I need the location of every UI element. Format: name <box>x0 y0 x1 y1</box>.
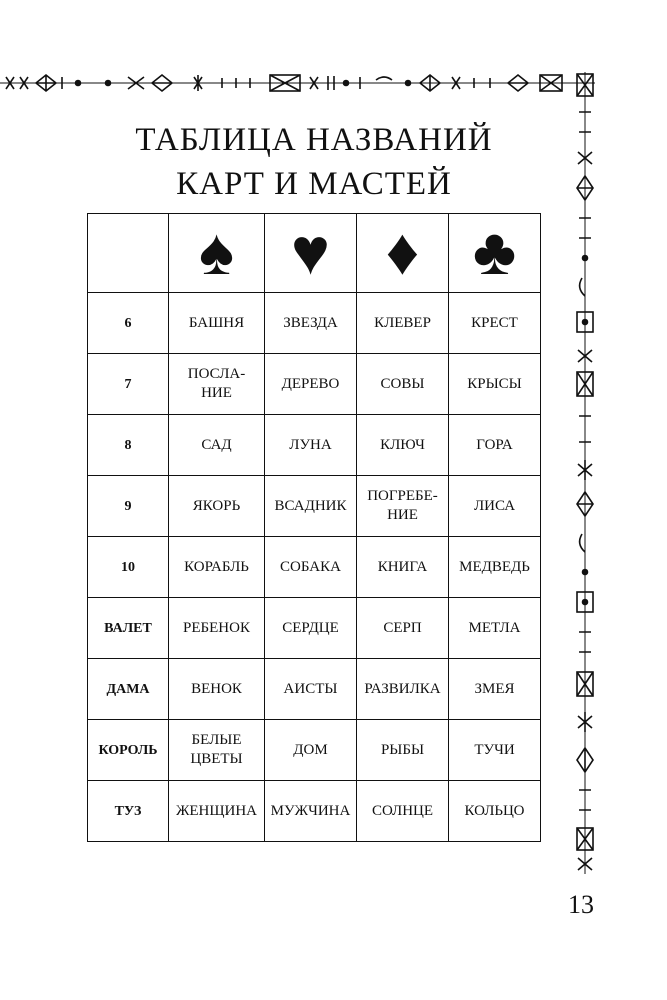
table-row <box>88 720 541 781</box>
card-name-cell: ДЕРЕВО <box>265 354 357 415</box>
card-name-cell: ЛИСА <box>449 476 541 537</box>
card-name-cell: РЕБЕНОК <box>169 598 265 659</box>
table-row <box>88 781 541 842</box>
rank-cell: ДАМА <box>88 659 169 720</box>
club-icon: ♣ <box>472 216 517 289</box>
card-name-cell: МУЖЧИНА <box>265 781 357 842</box>
card-name-cell: ЖЕНЩИНА <box>169 781 265 842</box>
heart-icon: ♥ <box>290 216 331 289</box>
title-line-1: ТАБЛИЦА НАЗВАНИЙ <box>135 122 493 158</box>
card-name-cell: СОЛНЦЕ <box>357 781 449 842</box>
card-name-cell: МЕДВЕДЬ <box>449 537 541 598</box>
card-name-cell: ПОГРЕБЕ- НИЕ <box>357 476 449 537</box>
card-name-cell: КРЫСЫ <box>449 354 541 415</box>
rank-cell: 6 <box>88 293 169 354</box>
header-cell-hearts <box>265 214 357 293</box>
table-row <box>88 598 541 659</box>
page-title <box>88 118 540 206</box>
card-name-cell: РАЗВИЛКА <box>357 659 449 720</box>
header-cell-diamonds <box>357 214 449 293</box>
card-name-cell: КЛЕВЕР <box>357 293 449 354</box>
table-header-row <box>88 214 541 293</box>
card-name-cell: МЕТЛА <box>449 598 541 659</box>
card-name-cell: АИСТЫ <box>265 659 357 720</box>
card-name-cell: СЕРП <box>357 598 449 659</box>
rank-cell: 9 <box>88 476 169 537</box>
ornament-top-border <box>0 72 595 94</box>
card-name-cell: СОВЫ <box>357 354 449 415</box>
table-row <box>88 537 541 598</box>
rank-cell: 7 <box>88 354 169 415</box>
card-name-cell: КОРАБЛЬ <box>169 537 265 598</box>
header-cell-spades <box>169 214 265 293</box>
card-name-cell: ВСАДНИК <box>265 476 357 537</box>
card-name-cell: ПОСЛА- НИЕ <box>169 354 265 415</box>
spade-icon: ♠ <box>198 216 235 289</box>
rank-cell: 10 <box>88 537 169 598</box>
card-name-cell: РЫБЫ <box>357 720 449 781</box>
page-number: 13 <box>568 890 594 919</box>
table-row <box>88 476 541 537</box>
card-name-cell: ЗМЕЯ <box>449 659 541 720</box>
header-cell-clubs <box>449 214 541 293</box>
table-row <box>88 415 541 476</box>
card-name-cell: КЛЮЧ <box>357 415 449 476</box>
table-row <box>88 659 541 720</box>
card-name-cell: КОЛЬЦО <box>449 781 541 842</box>
diamond-icon: ♦ <box>385 216 420 289</box>
rank-cell: ВАЛЕТ <box>88 598 169 659</box>
cards-and-suits-table <box>87 213 541 842</box>
card-name-cell: СОБАКА <box>265 537 357 598</box>
card-name-cell: САД <box>169 415 265 476</box>
card-name-cell: БЕЛЫЕ ЦВЕТЫ <box>169 720 265 781</box>
card-name-cell: ДОМ <box>265 720 357 781</box>
rank-cell: ТУЗ <box>88 781 169 842</box>
card-name-cell: КРЕСТ <box>449 293 541 354</box>
ornament-right-border <box>574 72 596 874</box>
card-name-cell: БАШНЯ <box>169 293 265 354</box>
header-empty-cell <box>88 214 169 293</box>
table-row <box>88 293 541 354</box>
card-name-cell: ЛУНА <box>265 415 357 476</box>
table-row <box>88 354 541 415</box>
rank-cell: 8 <box>88 415 169 476</box>
card-name-cell: ГОРА <box>449 415 541 476</box>
rank-cell: КОРОЛЬ <box>88 720 169 781</box>
card-name-cell: КНИГА <box>357 537 449 598</box>
card-name-cell: ЗВЕЗДА <box>265 293 357 354</box>
card-name-cell: ЯКОРЬ <box>169 476 265 537</box>
card-name-cell: ВЕНОК <box>169 659 265 720</box>
title-line-2: КАРТ И МАСТЕЙ <box>176 166 452 202</box>
card-name-cell: СЕРДЦЕ <box>265 598 357 659</box>
card-name-cell: ТУЧИ <box>449 720 541 781</box>
